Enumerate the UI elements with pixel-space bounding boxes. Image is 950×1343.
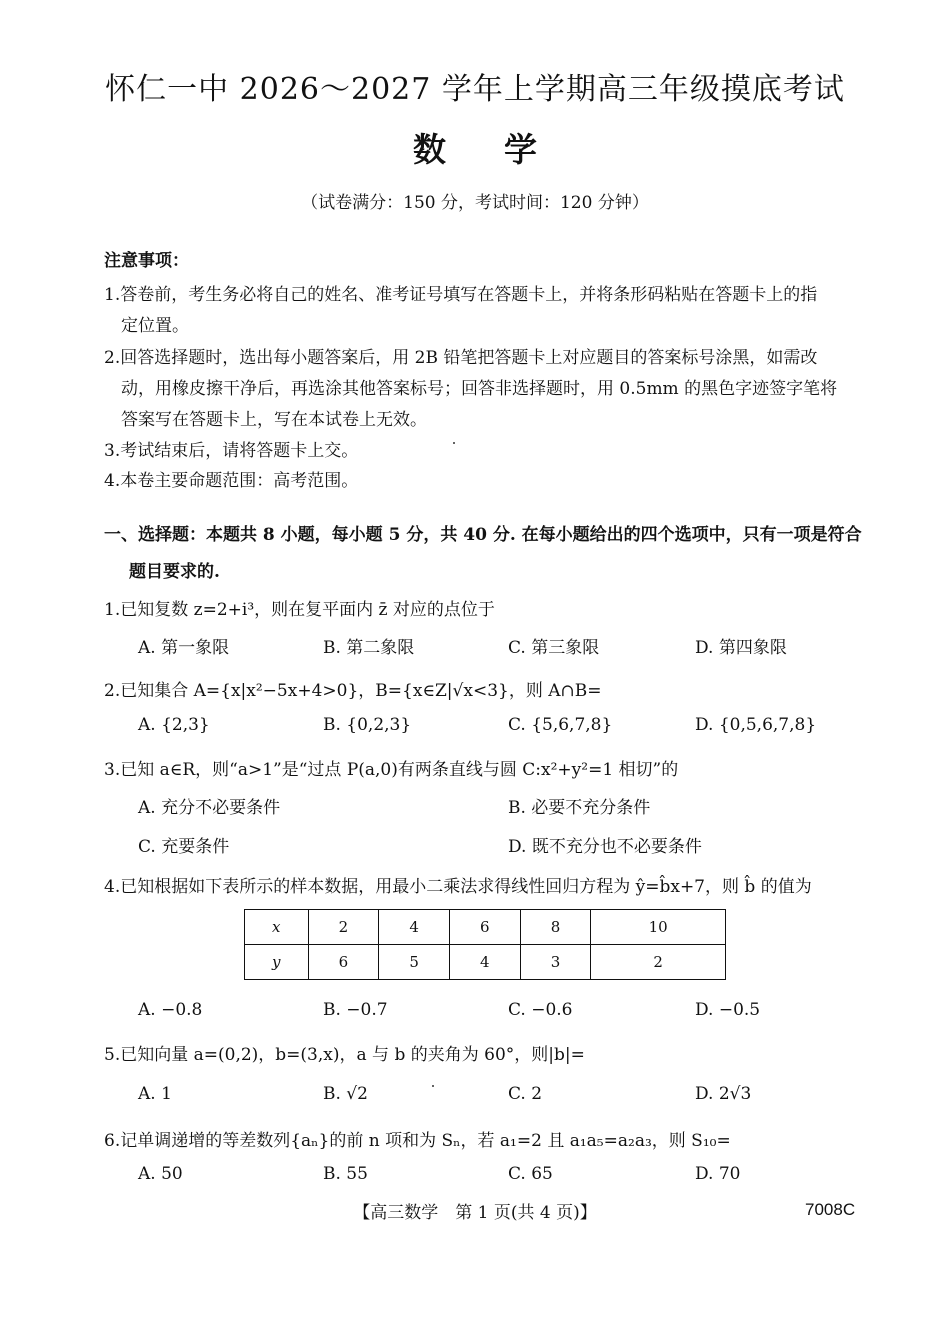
section-heading: 一、选择题：本题共 8 小题，每小题 5 分，共 40 分. 在每小题给出的四个选项中，只有一项是符合 <box>104 525 862 545</box>
question-2-option-c: C. {5,6,7,8} <box>508 715 613 735</box>
scan-speck <box>432 1085 434 1087</box>
question-3-option-c: C. 充要条件 <box>138 837 230 857</box>
table-row <box>245 910 726 945</box>
question-2-option-d: D. {0,5,6,7,8} <box>695 715 817 735</box>
question-4-option-d: D. −0.5 <box>695 1000 761 1020</box>
question-4-stem: 4.已知根据如下表所示的样本数据，用最小二乘法求得线性回归方程为 ŷ=b̂x+7，则 b̂ 的值为 <box>104 877 812 897</box>
question-6-option-b: B. 55 <box>323 1164 368 1184</box>
question-6-option-d: D. 70 <box>695 1164 741 1184</box>
question-3-option-d: D. 既不充分也不必要条件 <box>508 837 702 857</box>
section-heading-cont: 题目要求的. <box>129 562 220 582</box>
question-3-stem: 3.已知 a∈R，则“a>1”是“过点 P(a,0)有两条直线与圆 C:x²+y²=1 相切”的 <box>104 760 679 780</box>
table-cell: 5 <box>379 945 450 980</box>
notice-line: 动，用橡皮擦干净后，再选涂其他答案标号；回答非选择题时，用 0.5mm 的黑色字迹签字笔将 <box>121 379 838 399</box>
scan-speck <box>453 442 455 444</box>
table-cell: 10 <box>591 910 726 945</box>
exam-note: （试卷满分：150 分，考试时间：120 分钟） <box>301 193 649 213</box>
table-cell: 6 <box>308 945 379 980</box>
notice-line: 1.答卷前，考生务必将自己的姓名、准考证号填写在答题卡上，并将条形码粘贴在答题卡上的指 <box>104 285 818 305</box>
table-cell: 8 <box>520 910 591 945</box>
table-cell: 6 <box>449 910 520 945</box>
question-5-option-a: A. 1 <box>138 1084 172 1104</box>
notice-line: 4.本卷主要命题范围：高考范围。 <box>104 471 359 491</box>
question-4-option-a: A. −0.8 <box>138 1000 203 1020</box>
table-cell: x <box>245 910 309 945</box>
table-cell: 3 <box>520 945 591 980</box>
notice-line: 定位置。 <box>121 316 189 336</box>
question-5-option-d: D. 2√3 <box>695 1084 752 1104</box>
question-4-option-c: C. −0.6 <box>508 1000 573 1020</box>
notice-line: 2.回答选择题时，选出每小题答案后，用 2B 铅笔把答题卡上对应题目的答案标号涂黑，如需改 <box>104 348 818 368</box>
table-cell: 2 <box>308 910 379 945</box>
question-1-stem: 1.已知复数 z=2+i³，则在复平面内 z̄ 对应的点位于 <box>104 600 495 620</box>
question-3-option-b: B. 必要不充分条件 <box>508 798 651 818</box>
notice-line: 答案写在答题卡上，写在本试卷上无效。 <box>121 410 427 430</box>
table-row <box>245 945 726 980</box>
question-2-option-a: A. {2,3} <box>138 715 210 735</box>
notice-line: 3.考试结束后，请将答题卡上交。 <box>104 441 359 461</box>
question-1-option-d: D. 第四象限 <box>695 638 787 658</box>
question-5-option-b: B. √2 <box>323 1084 368 1104</box>
question-1-option-b: B. 第二象限 <box>323 638 415 658</box>
subject-title: 数学 <box>413 130 595 169</box>
table-cell: y <box>245 945 309 980</box>
question-6-option-a: A. 50 <box>138 1164 183 1184</box>
table-cell: 2 <box>591 945 726 980</box>
paper-code: 7008C <box>805 1200 856 1219</box>
question-6-option-c: C. 65 <box>508 1164 553 1184</box>
sample-data-table <box>244 909 726 980</box>
question-5-option-c: C. 2 <box>508 1084 543 1104</box>
question-6-stem: 6.记单调递增的等差数列{aₙ}的前 n 项和为 Sₙ，若 a₁=2 且 a₁a₅=a₂a₃，则 S₁₀= <box>104 1131 731 1151</box>
exam-title: 怀仁一中 2026～2027 学年上学期高三年级摸底考试 <box>105 72 845 107</box>
table-cell: 4 <box>449 945 520 980</box>
question-2-option-b: B. {0,2,3} <box>323 715 412 735</box>
question-1-option-a: A. 第一象限 <box>138 638 230 658</box>
question-4-option-b: B. −0.7 <box>323 1000 388 1020</box>
table-cell: 4 <box>379 910 450 945</box>
question-3-option-a: A. 充分不必要条件 <box>138 798 281 818</box>
page-footer: 【高三数学 第 1 页(共 4 页)】 <box>353 1203 597 1223</box>
question-1-option-c: C. 第三象限 <box>508 638 600 658</box>
notice-heading: 注意事项： <box>104 251 189 271</box>
question-5-stem: 5.已知向量 a=(0,2)，b=(3,x)，a 与 b 的夹角为 60°，则|b|= <box>104 1045 585 1065</box>
question-2-stem: 2.已知集合 A={x|x²−5x+4>0}，B={x∈Z|√x<3}，则 A∩B= <box>104 681 602 701</box>
